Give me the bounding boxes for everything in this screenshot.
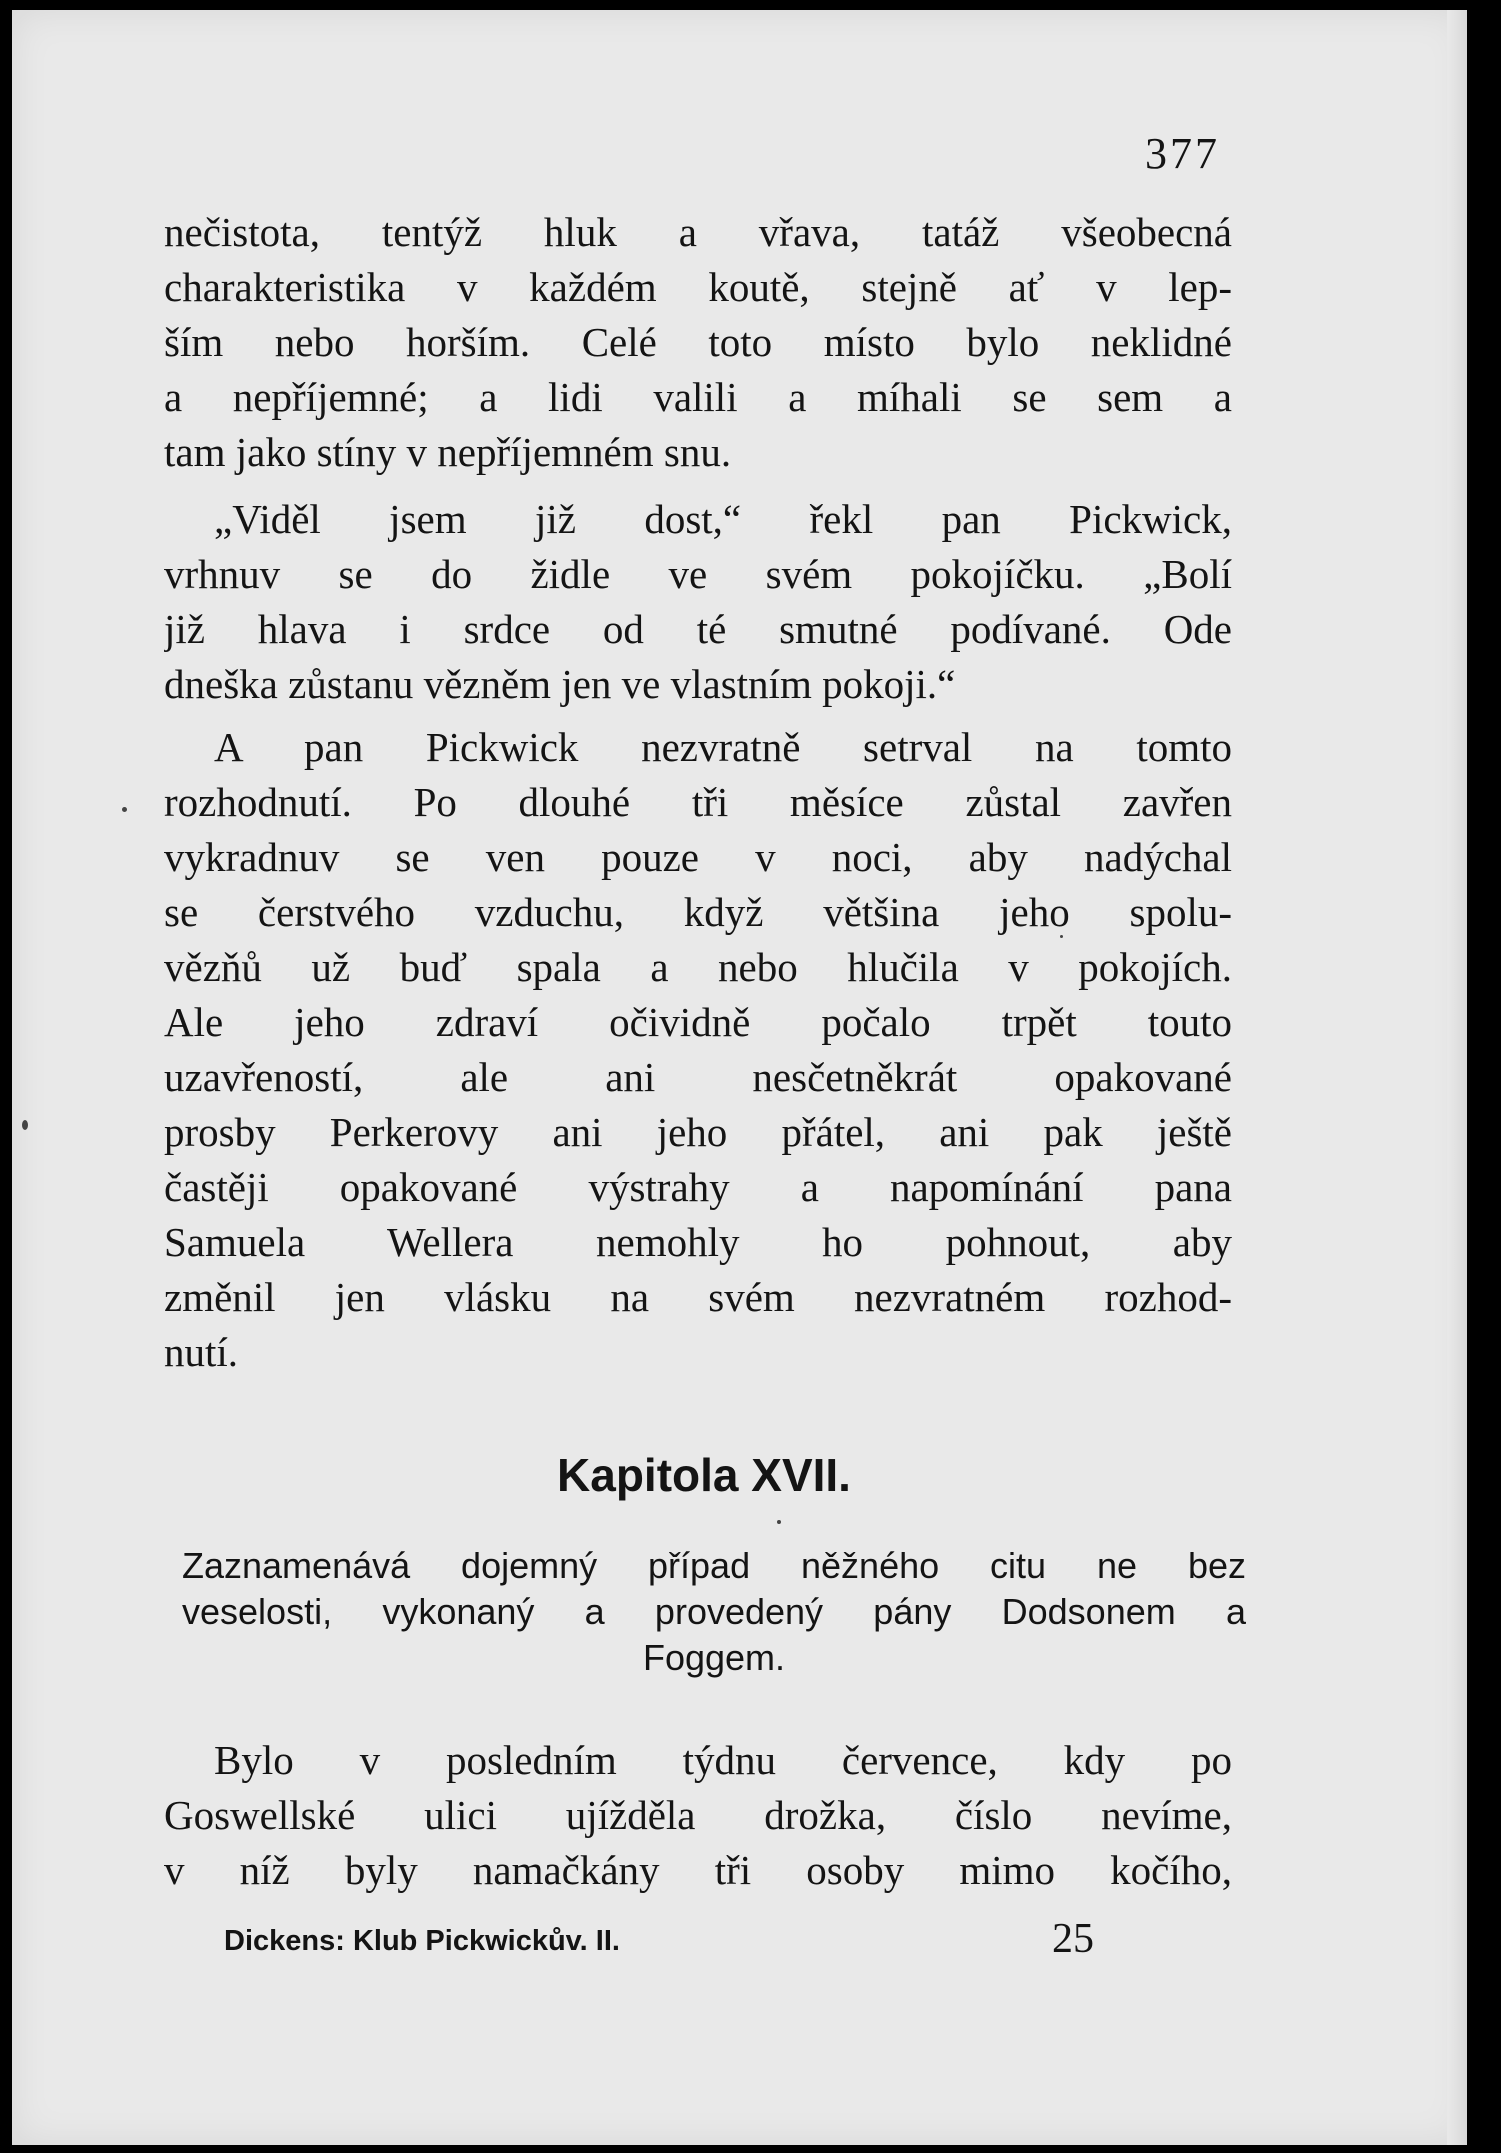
text-line: charakteristika v každém koutě, stejně ať v lep-: [164, 264, 1232, 310]
text-line: vykradnuv se ven pouze v noci, aby nadýchal: [164, 834, 1232, 880]
summary-line: Foggem.: [642, 1637, 786, 1678]
text-line: ším nebo horším. Celé toto místo bylo neklidné: [164, 319, 1232, 365]
book-page: [12, 10, 1467, 2145]
footer-book-reference: Dickens: Klub Pickwickův. II.: [224, 1925, 620, 1957]
text-line: A pan Pickwick nezvratně setrval na tomto: [214, 724, 1232, 770]
text-line: nečistota, tentýž hluk a vřava, tatáž všeobecná: [164, 209, 1232, 255]
text-line: již hlava i srdce od té smutné podívané. Ode: [164, 606, 1232, 652]
text-line: tam jako stíny v nepříjemném snu.: [164, 429, 732, 475]
text-line: a nepříjemné; a lidi valili a míhali se sem a: [164, 374, 1232, 420]
text-line: se čerstvého vzduchu, když většina jeho spolu-: [164, 889, 1232, 935]
page-edge: [1447, 10, 1467, 2145]
paragraph-4: [164, 1733, 1232, 1898]
paragraph-1: [164, 205, 1232, 480]
summary-line: Zaznamenává dojemný případ něžného citu ne bez: [182, 1545, 1246, 1586]
text-line: vězňů už buď spala a nebo hlučila v pokojích.: [164, 944, 1232, 990]
text-line: změnil jen vlásku na svém nezvratném rozhod-: [164, 1274, 1232, 1320]
summary-line: veselosti, vykonaný a provedený pány Dodsonem a: [182, 1591, 1246, 1632]
text-line: vrhnuv se do židle ve svém pokojíčku. „Bolí: [164, 551, 1232, 597]
text-line: Samuela Wellera nemohly ho pohnout, aby: [164, 1219, 1232, 1265]
print-speck: [1060, 935, 1063, 938]
text-line: častěji opakované výstrahy a napomínání pana: [164, 1164, 1232, 1210]
chapter-summary: [182, 1543, 1246, 1681]
text-line: v níž byly namačkány tři osoby mimo kočího,: [164, 1847, 1232, 1893]
text-line: dneška zůstanu vězněm jen ve vlastním pokoji.“: [164, 661, 956, 707]
print-speck: [777, 1520, 781, 1524]
page-number: 377: [1145, 129, 1220, 178]
text-line: Bylo v posledním týdnu července, kdy po: [214, 1737, 1232, 1783]
text-line: rozhodnutí. Po dlouhé tři měsíce zůstal zavřen: [164, 779, 1232, 825]
text-line: Ale jeho zdraví očividně počalo trpět touto: [164, 999, 1232, 1045]
footer-signature-mark: 25: [1052, 1916, 1094, 1962]
text-line: Goswellské ulici ujížděla drožka, číslo nevíme,: [164, 1792, 1232, 1838]
paragraph-3: [164, 720, 1232, 1380]
print-speck: [22, 1120, 28, 1130]
text-line: prosby Perkerovy ani jeho přátel, ani pak ještě: [164, 1109, 1232, 1155]
chapter-title: Kapitola XVII.: [557, 1449, 851, 1501]
text-line: uzavřeností, ale ani nesčetněkrát opakované: [164, 1054, 1232, 1100]
text-line: „Viděl jsem již dost,“ řekl pan Pickwick,: [214, 496, 1232, 542]
text-line: nutí.: [164, 1329, 239, 1375]
print-speck: [122, 807, 127, 812]
paragraph-2: [164, 492, 1232, 712]
